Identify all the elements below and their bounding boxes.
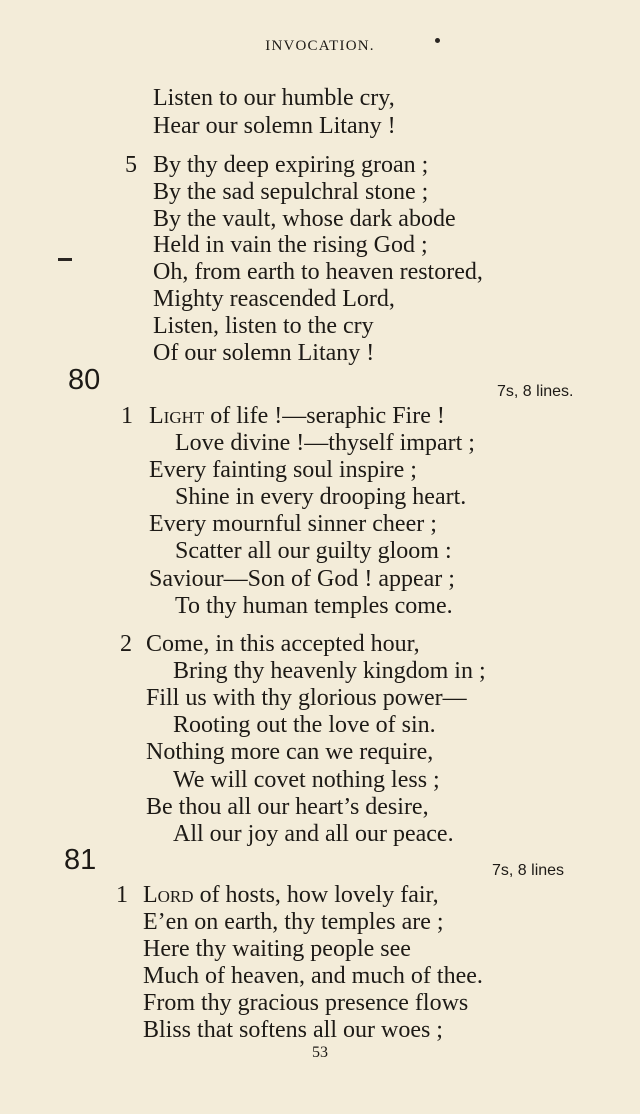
verse-line: Bring thy heavenly kingdom in ; [173, 658, 486, 684]
meter-label: 7s, 8 lines. [497, 383, 574, 400]
verse-line: Of our solemn Litany ! [153, 340, 375, 366]
verse-line: Shine in every drooping heart. [175, 484, 467, 510]
verse-line: Bliss that softens all our woes ; [143, 1017, 443, 1043]
verse-line: Hear our solemn Litany ! [153, 113, 396, 139]
verse-line: Rooting out the love of sin. [173, 712, 436, 738]
first-word: Light [149, 403, 205, 429]
first-word: Lord [143, 882, 194, 908]
verse-line: Come, in this accepted hour, [146, 631, 420, 657]
verse-line: Nothing more can we require, [146, 739, 434, 765]
verse-line: Saviour—Son of God ! appear ; [149, 566, 455, 592]
first-line-rest: of life !—seraphic Fire ! [204, 403, 445, 429]
verse-line: Held in vain the rising God ; [153, 232, 428, 258]
hymn-number: 81 [64, 844, 97, 876]
hymn-number: 80 [68, 364, 101, 396]
verse-line: Mighty reascended Lord, [153, 286, 395, 312]
verse-line: Every fainting soul inspire ; [149, 457, 417, 483]
verse-line: By the vault, whose dark abode [153, 206, 456, 232]
verse-line: To thy human temples come. [175, 593, 453, 619]
margin-mark [58, 258, 72, 261]
verse-line: Every mournful sinner cheer ; [149, 511, 437, 537]
verse-line: By the sad sepulchral stone ; [153, 179, 429, 205]
verse-number: 2 [120, 631, 132, 657]
verse-number: 5 [125, 152, 137, 178]
verse-line: We will covet nothing less ; [173, 767, 440, 793]
verse-line: All our joy and all our peace. [173, 821, 454, 847]
verse-line-first [149, 403, 445, 429]
verse-line-first [143, 882, 439, 908]
ink-speck [435, 38, 440, 43]
page-number: 53 [312, 1044, 328, 1061]
verse-number: 1 [116, 882, 128, 908]
verse-line: Love divine !—thyself impart ; [175, 430, 475, 456]
verse-line: By thy deep expiring groan ; [153, 152, 429, 178]
verse-line: Listen, listen to the cry [153, 313, 374, 339]
verse-line: Fill us with thy glorious power— [146, 685, 467, 711]
verse-line: Scatter all our guilty gloom : [175, 538, 452, 564]
verse-line: Much of heaven, and much of thee. [143, 963, 483, 989]
verse-number: 1 [121, 403, 133, 429]
verse-line: Here thy waiting people see [143, 936, 411, 962]
verse-line: E’en on earth, thy temples are ; [143, 909, 444, 935]
verse-line: Listen to our humble cry, [153, 85, 395, 111]
verse-line: Be thou all our heart’s desire, [146, 794, 429, 820]
meter-label: 7s, 8 lines [492, 862, 565, 879]
page-header: INVOCATION. [265, 38, 375, 54]
first-line-rest: of hosts, how lovely fair, [193, 882, 439, 908]
verse-line: Oh, from earth to heaven restored, [153, 259, 483, 285]
verse-line: From thy gracious presence flows [143, 990, 469, 1016]
